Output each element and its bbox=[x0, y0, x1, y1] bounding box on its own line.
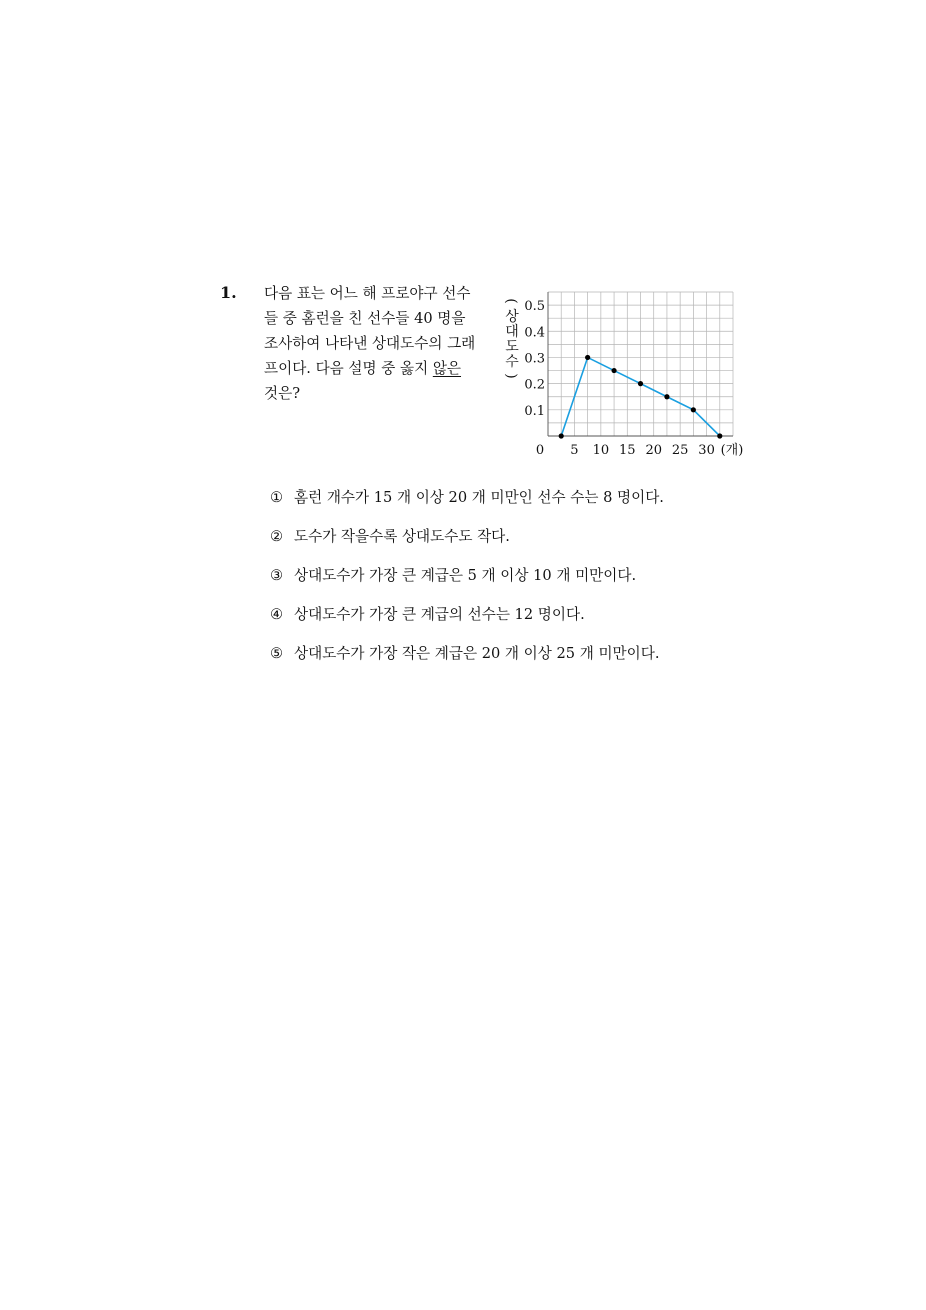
choice-1[interactable] bbox=[270, 488, 664, 527]
choice-text: 도수가 작을수록 상대도수도 작다. bbox=[294, 528, 510, 545]
y-axis-label-char: 도 bbox=[505, 339, 519, 355]
choice-marker: ③ bbox=[270, 567, 284, 584]
choice-4[interactable] bbox=[270, 605, 664, 644]
choice-text: 상대도수가 가장 큰 계급은 5 개 이상 10 개 미만이다. bbox=[294, 567, 637, 584]
x-tick-label: 15 bbox=[619, 443, 636, 458]
chart-svg bbox=[500, 284, 750, 464]
choice-marker: ① bbox=[270, 489, 284, 506]
stem-line bbox=[264, 356, 496, 381]
x-tick-label: 20 bbox=[645, 443, 662, 458]
x-tick-label: 25 bbox=[671, 443, 689, 458]
choice-marker: ④ bbox=[270, 606, 284, 623]
stem-line-text: 프이다. 다음 설명 중 옳지 bbox=[264, 360, 433, 377]
y-tick-label: 0.5 bbox=[524, 299, 545, 315]
question-number: 1. bbox=[220, 283, 237, 302]
y-axis-label-char: 수 bbox=[505, 354, 519, 370]
x-axis-unit-label: (개) bbox=[720, 443, 744, 458]
x-tick-label: 10 bbox=[592, 443, 610, 458]
stem-line: 조사하여 나타낸 상대도수의 그래 bbox=[264, 335, 476, 352]
choice-text: 상대도수가 가장 작은 계급은 20 개 이상 25 개 미만이다. bbox=[294, 645, 660, 662]
x-tick-label: 5 bbox=[570, 443, 579, 458]
x-tick-label: 30 bbox=[698, 443, 715, 458]
choice-marker: ② bbox=[270, 528, 284, 545]
y-tick-label: 0.4 bbox=[524, 325, 545, 341]
y-tick-label: 0.3 bbox=[524, 351, 545, 367]
relative-frequency-chart bbox=[500, 284, 750, 468]
data-point bbox=[717, 433, 722, 438]
y-axis-label-char: ) bbox=[503, 373, 519, 379]
origin-label: 0 bbox=[535, 443, 545, 458]
data-point bbox=[691, 407, 696, 412]
choice-3[interactable] bbox=[270, 566, 664, 605]
answer-choices bbox=[270, 488, 664, 683]
choice-marker: ⑤ bbox=[270, 645, 284, 662]
y-tick-label: 0.2 bbox=[524, 377, 545, 393]
data-point bbox=[638, 381, 643, 386]
y-tick-label: 0.1 bbox=[524, 403, 545, 419]
data-point bbox=[585, 355, 590, 360]
data-point bbox=[611, 368, 616, 373]
y-axis-label-char: ( bbox=[503, 298, 519, 304]
choice-text: 상대도수가 가장 큰 계급의 선수는 12 명이다. bbox=[294, 606, 585, 623]
y-axis-label-char: 대 bbox=[505, 324, 519, 340]
data-point bbox=[559, 433, 564, 438]
choice-2[interactable] bbox=[270, 527, 664, 566]
y-axis-label-char: 상 bbox=[505, 309, 519, 325]
choice-5[interactable] bbox=[270, 644, 664, 683]
stem-line: 다음 표는 어느 해 프로야구 선수 bbox=[264, 285, 471, 302]
data-point bbox=[664, 394, 669, 399]
choice-text: 홈런 개수가 15 개 이상 20 개 미만인 선수 수는 8 명이다. bbox=[294, 489, 664, 506]
underlined-word: 않은 bbox=[432, 360, 462, 377]
stem-line: 것은? bbox=[264, 385, 301, 402]
question-stem bbox=[264, 281, 496, 406]
stem-line: 들 중 홈런을 친 선수들 40 명을 bbox=[264, 310, 466, 327]
